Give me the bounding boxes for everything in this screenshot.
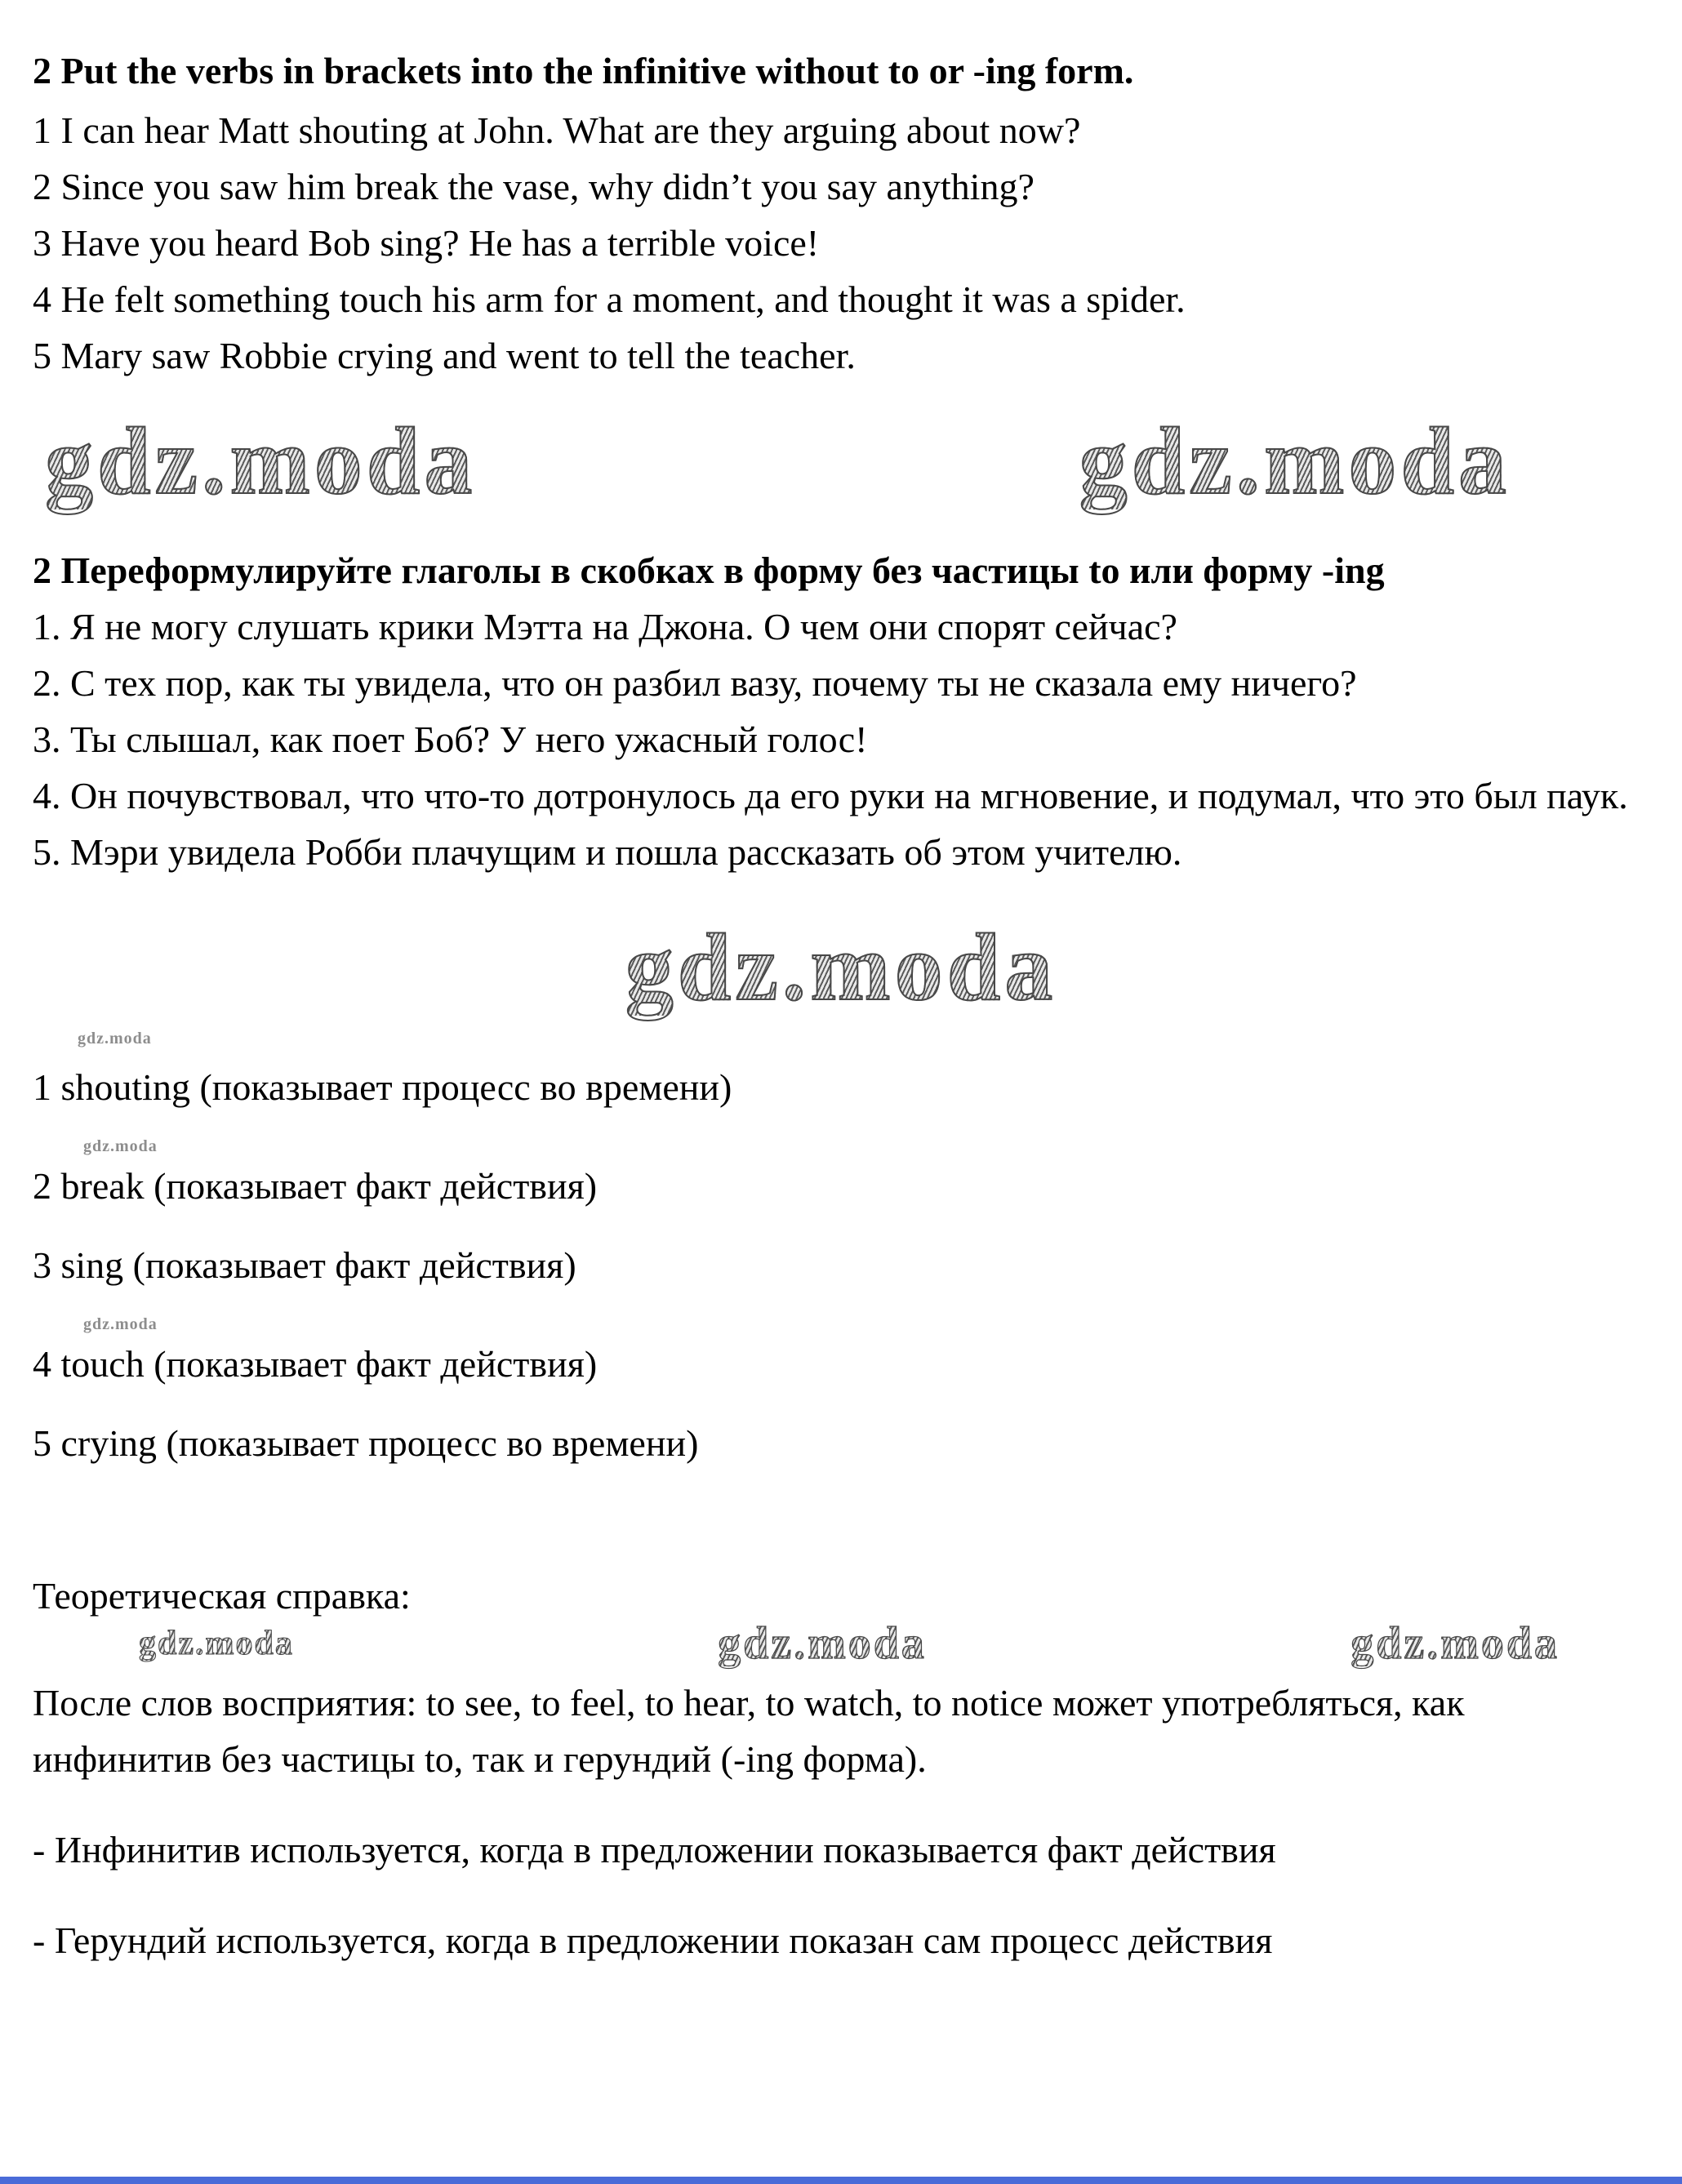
watermark-small: gdz.moda [78, 1030, 152, 1048]
answer-5: 5 crying (показывает процесс во времени) [33, 1422, 699, 1464]
bottom-border [0, 2177, 1682, 2184]
answers-section [33, 1059, 1649, 1471]
watermark-row-theory [33, 1619, 1649, 1675]
watermark-tiny: gdz.moda [83, 1315, 158, 1333]
watermark-tiny-row [83, 1316, 1649, 1334]
russian-sentence-5: 5. Мэри увидела Робби плачущим и пошла рассказать об этом учителю. [33, 831, 1182, 873]
english-sentence-5: 5 Mary saw Robbie crying and went to tell the teacher. [33, 335, 856, 376]
watermark-center-row [33, 914, 1649, 1021]
watermark-left: gdz.moda [45, 407, 477, 514]
english-exercise-heading: 2 Put the verbs in brackets into the infinitive without to or -ing form. [33, 50, 1134, 91]
english-sentence-1: 1 I can hear Matt shouting at John. What are they arguing about now? [33, 109, 1081, 151]
theory-bullet-2: - Герундий используется, когда в предложении показан сам процесс действия [33, 1919, 1273, 1961]
answer-3: 3 sing (показывает факт действия) [33, 1244, 576, 1286]
russian-sentence-3: 3. Ты слышал, как поет Боб? У него ужасный голос! [33, 718, 868, 760]
watermark-right: gdz.moda [1079, 407, 1511, 514]
russian-sentence-2: 2. С тех пор, как ты увидела, что он разбил вазу, почему ты не сказала ему ничего? [33, 662, 1357, 704]
watermark-small-row [78, 1030, 1649, 1048]
english-sentence-4: 4 He felt something touch his arm for a moment, and thought it was a spider. [33, 278, 1186, 320]
theory-bullet-1: - Инфинитив используется, когда в предложении показывается факт действия [33, 1829, 1276, 1870]
answer-2: 2 break (показывает факт действия) [33, 1165, 598, 1207]
watermark-theory-left: gdz.moda [139, 1625, 294, 1662]
answer-4: 4 touch (показывает факт действия) [33, 1343, 598, 1385]
watermark-theory-right: gdz.moda [1350, 1618, 1560, 1669]
theory-section [33, 1568, 1649, 1968]
russian-exercise-heading: 2 Переформулируйте глаголы в скобках в форму без частицы to или форму -ing [33, 549, 1385, 591]
russian-sentence-4: 4. Он почувствовал, что что-то дотронулось да его руки на мгновение, и подумал, что это был паук. [33, 775, 1628, 816]
english-sentence-3: 3 Have you heard Bob sing? He has a terrible voice! [33, 222, 820, 264]
watermark-tiny-row [83, 1138, 1649, 1156]
watermark-theory-center: gdz.moda [718, 1618, 927, 1669]
russian-sentence-1: 1. Я не могу слушать крики Мэтта на Джона. О чем они спорят сейчас? [33, 606, 1177, 647]
english-sentence-2: 2 Since you saw him break the vase, why didn’t you say anything? [33, 166, 1035, 207]
watermark-row [33, 384, 1649, 537]
theory-paragraph: После слов восприятия: to see, to feel, to hear, to watch, to notice может употребляться, как инфинитив без частицы to, так и герундий (-ing форма). [33, 1682, 1465, 1780]
theory-title: Теоретическая справка: [33, 1575, 411, 1617]
watermark-center: gdz.moda [625, 914, 1057, 1021]
watermark-tiny: gdz.moda [83, 1137, 158, 1155]
answer-1: 1 shouting (показывает процесс во времени) [33, 1066, 732, 1108]
